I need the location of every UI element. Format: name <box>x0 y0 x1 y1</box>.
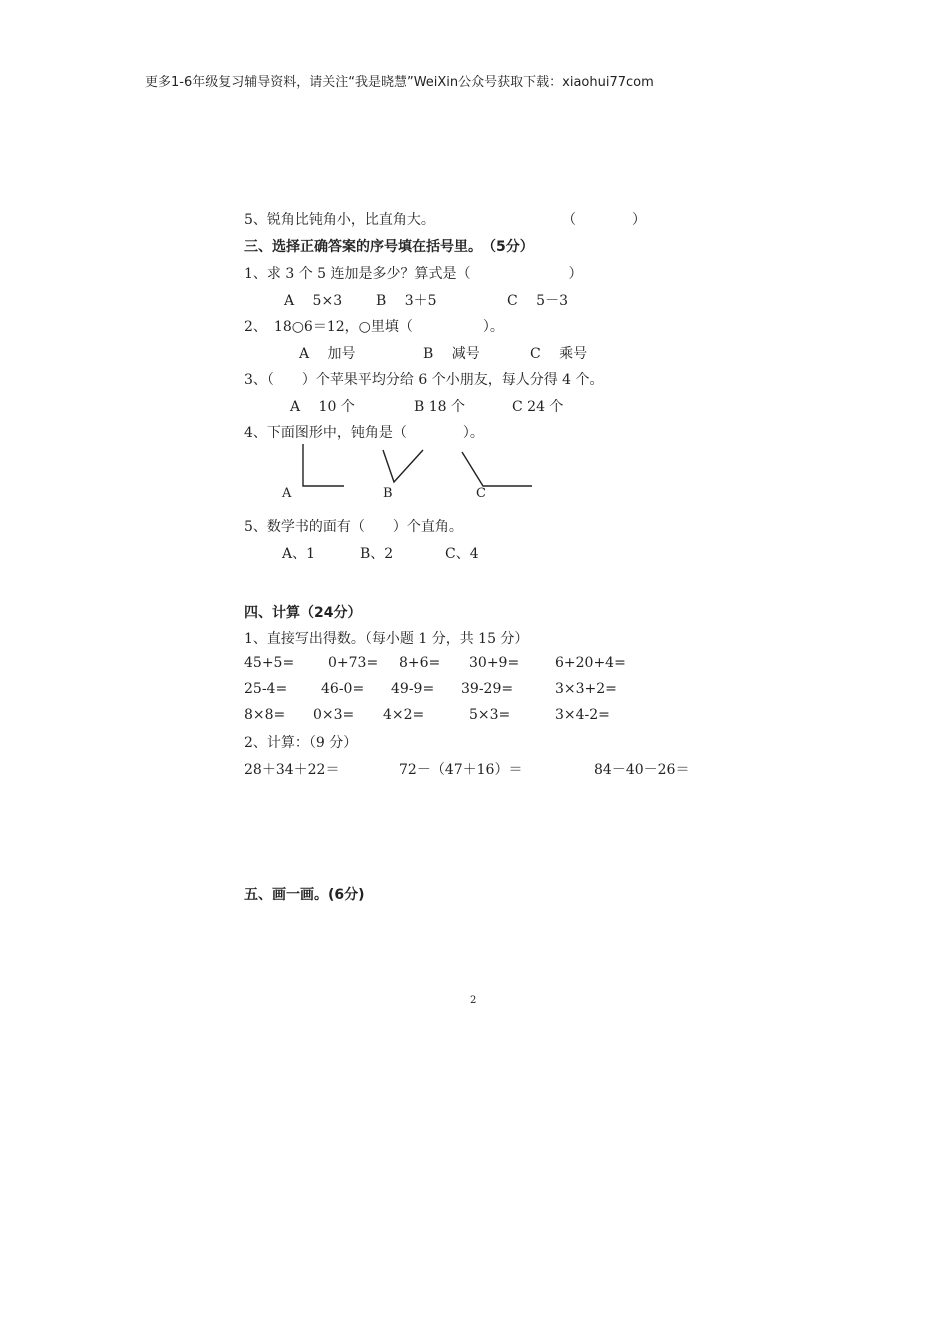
angle-c-obtuse <box>462 452 532 486</box>
calc-item: 3×3+2= <box>555 681 617 697</box>
calc-item: 0×3= <box>313 707 355 723</box>
s3-q2-option-a: A 加号 <box>299 346 356 362</box>
calc-item: 25-4= <box>244 681 288 697</box>
s3-q3-option-b: B 18 个 <box>414 399 466 415</box>
s3-q1-option-a: A 5×3 <box>284 293 343 309</box>
s3-q5-option-b: B、2 <box>360 546 394 562</box>
s3-q2-option-b: B 减号 <box>423 346 480 362</box>
calc-item: 49-9= <box>391 681 435 697</box>
s3-q1-option-b: B 3＋5 <box>376 293 437 309</box>
s3-question-1: 1、求 3 个 5 连加是多少？算式是（ ） <box>244 266 583 282</box>
s3-q2-option-c: C 乘号 <box>530 346 588 362</box>
calc-item: 0+73= <box>328 655 379 671</box>
s3-q1-option-c: C 5－3 <box>507 293 568 309</box>
section-5-title: 五、画一画。(6分) <box>244 887 365 903</box>
calc-item: 3×4-2= <box>555 707 610 723</box>
s4-sub-1: 1、直接写出得数。（每小题 1 分，共 15 分） <box>244 631 529 647</box>
page-header-note: 更多1-6年级复习辅导资料，请关注“我是晓慧”WeiXin公众号获取下载：xiaohui77com <box>145 75 654 90</box>
calc-item: 46-0= <box>321 681 365 697</box>
question-5-acute-angle: 5、锐角比钝角小，比直角大。 <box>244 212 435 228</box>
calc-expression: 84－40－26＝ <box>594 762 690 778</box>
calc-item: 8+6= <box>399 655 441 671</box>
angle-label-c: C <box>476 486 486 501</box>
calc-item: 39-29= <box>461 681 514 697</box>
calc-item: 5×3= <box>469 707 511 723</box>
s3-q5-option-c: C、4 <box>445 546 479 562</box>
angle-b-acute <box>383 450 423 482</box>
calc-item: 30+9= <box>469 655 520 671</box>
angle-label-a: A <box>282 486 292 501</box>
s3-q3-option-c: C 24 个 <box>512 399 564 415</box>
s3-q3-option-a: A 10 个 <box>290 399 355 415</box>
s3-question-4: 4、下面图形中，钝角是（ ）。 <box>244 425 484 441</box>
calc-item: 8×8= <box>244 707 286 723</box>
calc-item: 4×2= <box>383 707 425 723</box>
section-3-title: 三、选择正确答案的序号填在括号里。 （5分） <box>244 239 534 255</box>
s3-question-2: 2、 18○6＝12，○里填（ ）。 <box>244 319 504 335</box>
answer-blank: （ ） <box>562 212 646 228</box>
s3-question-5: 5、数学书的面有（ ）个直角。 <box>244 519 463 535</box>
angle-label-b: B <box>383 486 393 501</box>
page-number: 2 <box>470 995 477 1006</box>
calc-expression: 72－（47＋16）＝ <box>399 762 523 778</box>
calc-item: 45+5= <box>244 655 295 671</box>
section-4-title: 四、计算（24分） <box>244 605 362 621</box>
s4-sub-2: 2、计算：（9 分） <box>244 735 358 751</box>
calc-item: 6+20+4= <box>555 655 626 671</box>
s3-question-3: 3、（ ）个苹果平均分给 6 个小朋友，每人分得 4 个。 <box>244 372 604 388</box>
calc-expression: 28＋34＋22＝ <box>244 762 340 778</box>
s3-q5-option-a: A、1 <box>282 546 316 562</box>
angle-a-right <box>303 444 344 486</box>
